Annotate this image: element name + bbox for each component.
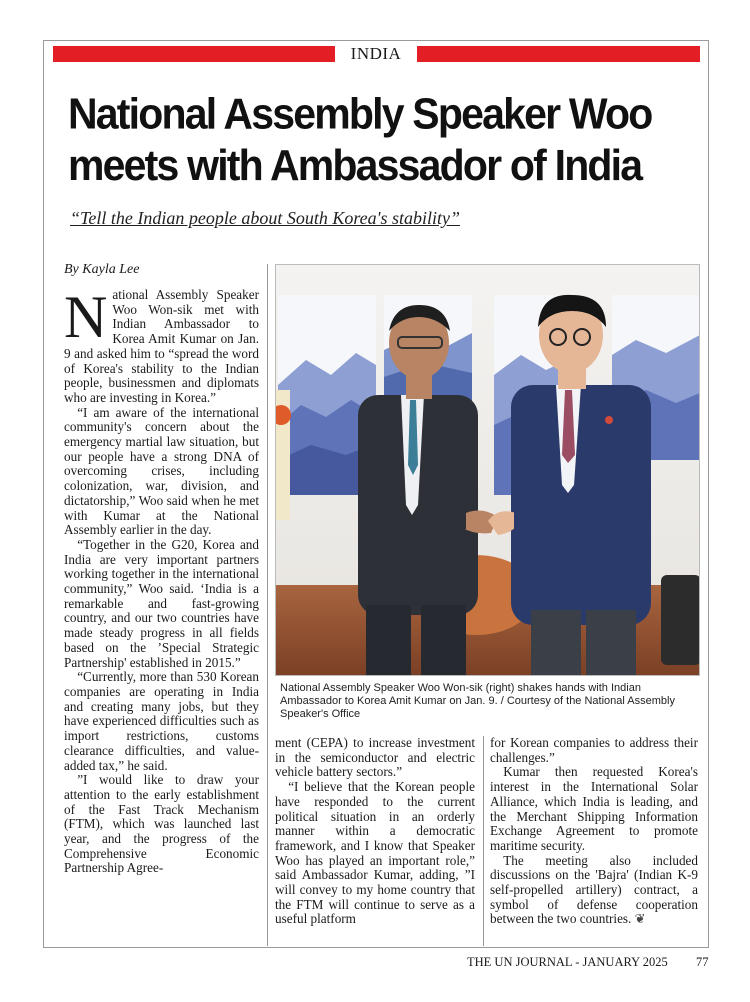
section-bar-left [53,46,335,62]
article-column-1 [64,284,259,876]
drop-cap: N [64,284,108,350]
paragraph: ”I would like to draw your attention to the early establishment of the Fast Track Mechanism (FTM), which was launched last year, and the progress of the Comprehensive Economic Partnership Agree- [64,772,259,876]
photo-caption: National Assembly Speaker Woo Won-sik (right) shakes hands with Indian Ambassador to Korea Amit Kumar on Jan. 9. / Courtesy of the National Assembly Speaker's Office [280,682,675,720]
paragraph: ational Assembly Speaker Woo Won-sik met with Indian Ambassador to Korea Amit Kumar on Jan. 9 and asked him to “spread the word of Korea's stability to the Indian people, businessmen and diplomats who are investing in Korea.” [64,287,259,405]
paragraph: “Together in the G20, Korea and India are very important partners working together in the international community,” Woo said. ‘India is a remarkable and fast-growing country, and our two countries have made steady progress in all fields based on the ’Special Strategic Partnership' established in 2015.” [64,536,259,670]
byline: By Kayla Lee [64,262,140,277]
column-rule [267,264,268,946]
headline: National Assembly Speaker Woo meets with Ambassador of India [68,89,652,190]
column-rule [483,736,484,946]
footer-publication: THE UN JOURNAL - JANUARY 2025 [467,955,668,969]
paragraph: “I am aware of the international community's concern about the emergency martial law situation, but our people have a strong DNA of overcoming crises, including colonization, war, division, and dictatorship,” Woo said when he met with Kumar at the National Assembly earlier in the day. [64,404,259,538]
paragraph: for Korean companies to address their challenges.” [490,735,698,765]
article-column-3 [490,736,698,927]
article-photo [275,264,700,676]
end-of-article-icon: ❦ [634,911,646,927]
subheadline: “Tell the Indian people about South Korea's stability” [70,208,461,228]
paragraph: Kumar then requested Korea's interest in the International Solar Alliance, which India is leading, and the Merchant Shipping Information Exchange Agreement to promote maritime security. [490,764,698,853]
page-number: 77 [696,955,709,969]
paragraph: “Currently, more than 530 Korean companies are operating in India and creating many jobs, but they have experienced difficulties such as import restrictions, customs clearance difficulties, and value-added tax,” he said. [64,669,259,773]
paragraph: ment (CEPA) to increase investment in the semiconductor and electric vehicle battery sectors.” [275,735,475,780]
article-column-2 [275,736,475,927]
paragraph: “I believe that the Korean people have responded to the current political situation in an orderly manner within a democratic framework, and I know that Speaker Woo has played an important role,” said Ambassador Kumar, adding, ”I will convey to my home country that the FTM will continue to serve as a useful platform [275,779,475,927]
paragraph: The meeting also included discussions on the 'Bajra' (Indian K-9 self-propelled artillery) contract, a symbol of defense cooperation between the two countries. [490,852,698,927]
section-label: INDIA [350,44,402,63]
section-bar-right [417,46,700,62]
handshake-photo [276,265,700,676]
